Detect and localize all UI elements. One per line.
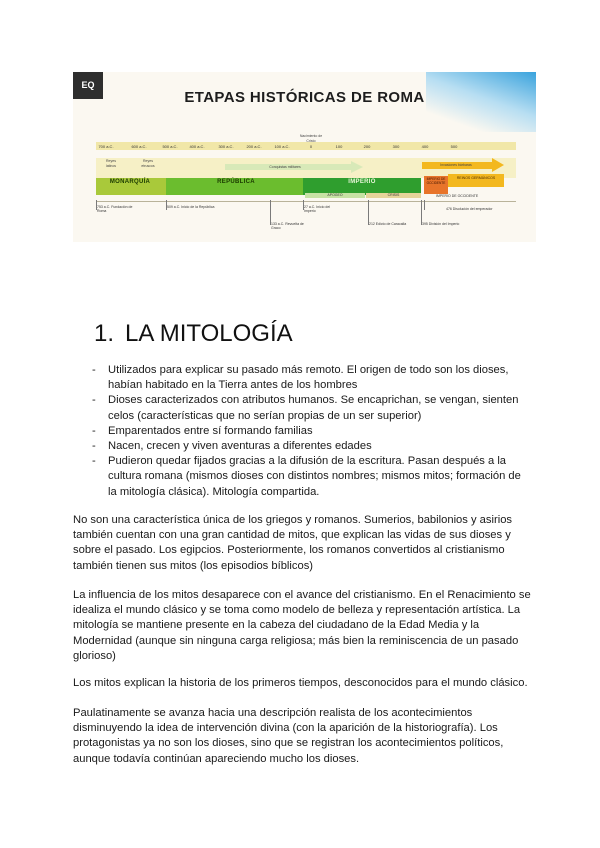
conquest-label: Conquistas militares <box>269 165 301 169</box>
events-baseline <box>96 201 516 202</box>
tick-label: 400 <box>421 144 429 149</box>
kingdoms-label: REINOS GERMÁNICOS <box>456 176 496 180</box>
tick-label: 300 a.C. <box>218 144 234 149</box>
apogeo-bar <box>305 193 365 198</box>
bullet-text: Utilizados para explicar su pasado más remoto. El origen de todo son los dioses, habían habitado en la Tierra antes de los hombres <box>108 364 509 392</box>
section-heading <box>94 320 293 348</box>
bullet-marker: - <box>92 455 96 468</box>
section-title: LA MITOLOGÍA <box>125 320 293 347</box>
tick-label: 500 a.C. <box>162 144 178 149</box>
imperio-label: IMPERIO <box>348 179 376 185</box>
bullet-text: Pudieron quedar fijados gracias a la difusión de la escritura. Pasan después a la cultura romana (mismos dioses con distintos nombres; mismos mitos; formación de la mitología clásica). Mitología compartida. <box>108 455 521 498</box>
roman-history-timeline <box>73 72 536 242</box>
timeline-title: ETAPAS HISTÓRICAS DE ROMA <box>184 89 425 106</box>
tick-label: 300 <box>392 144 400 149</box>
conquest-arrowhead <box>351 161 363 173</box>
bullet-marker: - <box>92 440 96 453</box>
birth-of-christ-note: Nacimiento de Cristo <box>299 134 323 143</box>
paragraph-realistic-description: Paulatinamente se avanza hacia una descripción realista de los acontecimientos disminuyendo la idea de intervención divina (con la aparición de la historiografía). Los protagonistas ya no son los dioses, sino que se registran los acontecimientos políticos, aunque todavía continúan apareciendo mucho los dioses. <box>73 707 504 765</box>
tick-label: 500 <box>450 144 458 149</box>
west-empire-footer: IMPERIO DE OCCIDENTE <box>436 194 479 198</box>
tick-label: 0 <box>309 144 313 149</box>
paragraph-christianity-influence: La influencia de los mitos desaparece con el avance del cristianismo. En el Renacimiento se idealiza el mundo clásico y se toma como modelo de belleza y representación artística. La mitología se mantiene presente en la cabeza del ciudadano de la Edad Media y la Modernidad (aunque sin ninguna carga religiosa; más bien la reminiscencia de un pasado glorioso) <box>73 589 531 662</box>
bullet-text: Nacen, crecen y viven aventuras a diferentes edades <box>108 440 372 453</box>
event-caracalla-edict: 212 Edicto de Caracalla <box>369 222 407 226</box>
invasion-label: Invasiones bárbaras <box>440 163 472 167</box>
paragraph-other-cultures: No son una característica única de los griegos y romanos. Sumerios, babilonios y asirios también cuentan con una gran cantidad de mitos, que explican las vidas de sus dioses y sobre el pasado. Los egipcios. Posteriormente, los romanos convertidos al cristianismo también tienen sus mitos (los episodios bíblicos) <box>73 514 513 572</box>
tick-label: 100 a.C. <box>274 144 290 149</box>
list-item <box>92 439 532 454</box>
event-marker <box>424 200 425 210</box>
list-item <box>92 393 532 423</box>
tick-label: 200 a.C. <box>246 144 262 149</box>
tick-label: 100 <box>335 144 343 149</box>
crisis-bar <box>366 193 421 198</box>
latin-kings-label: Reyes latinos <box>105 159 117 168</box>
bullet-text: Emparentados entre sí formando familias <box>108 424 313 437</box>
publisher-logo: EQ <box>73 72 103 99</box>
tick-label: 600 a.C. <box>131 144 147 149</box>
paragraph-myths-explain: Los mitos explican la historia de los primeros tiempos, desconocidos para el mundo clásico. <box>73 677 528 689</box>
event-republic-start: 509 a.C. Inicio de la República <box>167 205 215 209</box>
list-item <box>92 424 532 439</box>
crisis-label: CRISIS <box>387 193 400 197</box>
bullet-marker: - <box>92 424 96 437</box>
bullet-list <box>92 363 532 500</box>
tick-label: 700 a.C. <box>98 144 114 149</box>
monarquia-label: MONARQUÍA <box>109 179 151 185</box>
tick-label: 200 <box>363 144 371 149</box>
event-gracchus-revolt: 133 a.C. Revuelta de Graco <box>271 222 304 231</box>
event-dissolution: 476 Disolución del emperador <box>446 207 493 211</box>
republica-label: REPÚBLICA <box>217 179 255 185</box>
west-empire-box <box>424 176 448 194</box>
event-empire-division: 395 División del Imperio <box>422 222 460 226</box>
bullet-marker: - <box>92 364 96 376</box>
event-empire-start: 27 a.C. Inicio del Imperio <box>304 205 331 214</box>
event-founding-rome: 753 a.C. Fundación de Roma <box>97 205 133 214</box>
bullet-marker: - <box>92 394 96 407</box>
etruscan-kings-label: Reyes etruscos <box>141 159 155 168</box>
apogeo-label: APOGEO <box>327 193 343 197</box>
section-number: 1. <box>94 320 115 347</box>
bullet-text: Dioses caracterizados con atributos humanos. Se encaprichan, se vengan, sienten celos (características que no serían propias de un ser superior) <box>108 394 519 422</box>
list-item <box>92 454 532 500</box>
tick-label: 400 a.C. <box>189 144 205 149</box>
invasion-arrowhead <box>492 158 504 172</box>
west-empire-label: IMPERIO DE OCCIDENTE <box>426 177 446 185</box>
list-item <box>92 363 532 393</box>
kingdoms-box <box>448 174 504 187</box>
